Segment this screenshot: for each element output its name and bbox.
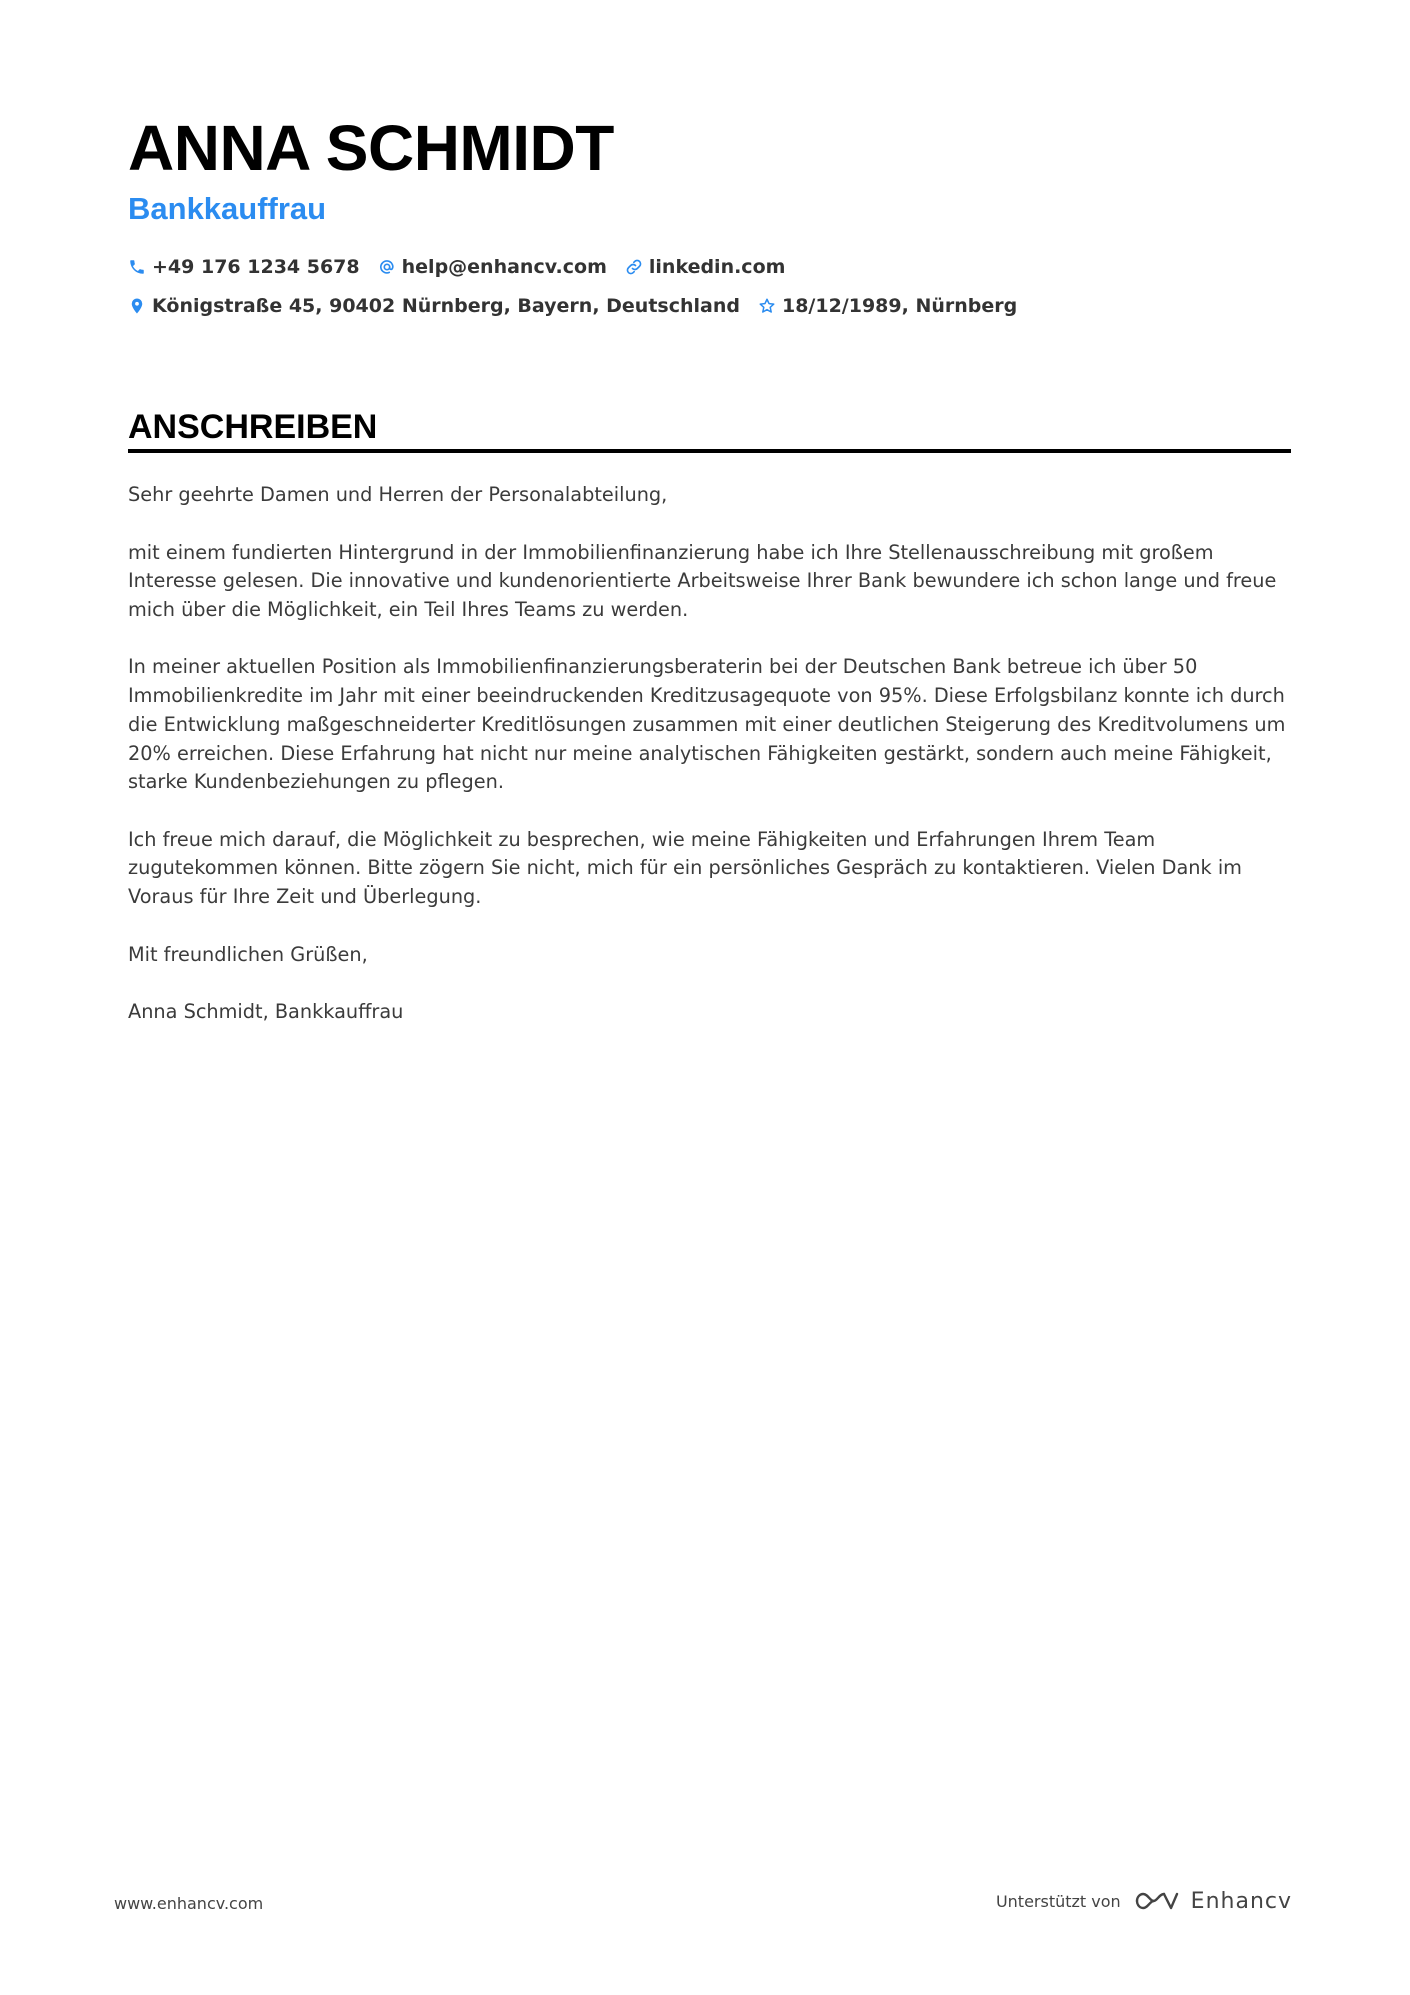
contact-linkedin[interactable] — [625, 256, 786, 278]
email-text[interactable]: help@enhancv.com — [401, 256, 607, 278]
brand-name: Enhancv — [1190, 1888, 1292, 1914]
footer-website-link[interactable]: www.enhancv.com — [114, 1894, 264, 1913]
letter-signature: Anna Schmidt, Bankkauffrau — [128, 1000, 404, 1024]
letter-paragraph: In meiner aktuellen Position als Immobilienfinanzierungsberaterin bei der Deutschen Bank betreue ich über 50 Immobilienkredite im Jahr mit einer beeindruckenden Kreditzusagequote von 95%. Diese Erfolgsbilanz konnte ich durch die Entwicklung maßgeschneiderter Kreditlösungen zusammen mit einer deutlichen Steigerung des Kreditvolumens um 20% erreichen. Diese Erfahrung hat nicht nur meine analytischen Fähigkeiten gestärkt, sondern auch meine Fähigkeit, starke Kundenbeziehungen zu pflegen. — [128, 655, 1286, 794]
phone-text: +49 176 1234 5678 — [152, 256, 360, 278]
link-icon — [625, 258, 643, 276]
job-title: Bankkauffrau — [128, 191, 327, 226]
section-divider — [128, 449, 1291, 453]
birth-text: 18/12/1989, Nürnberg — [781, 295, 1018, 317]
powered-by-label: Unterstützt von — [995, 1891, 1121, 1911]
contact-row-primary — [128, 253, 803, 281]
enhancv-logo-icon — [1133, 1888, 1179, 1914]
letter-salutation: Sehr geehrte Damen und Herren der Personalabteilung, — [128, 483, 668, 506]
letter-body — [128, 481, 1293, 1056]
letter-paragraph: mit einem fundierten Hintergrund in der Immobilienfinanzierung habe ich Ihre Stellenausschreibung mit großem Interesse gelesen. Die innovative und kundenorientierte Arbeitsweise Ihrer Bank bewundere ich schon lange und freue mich über die Möglichkeit, ein Teil Ihres Teams zu werden. — [128, 540, 1277, 621]
letter-closing: Mit freundlichen Grüßen, — [128, 942, 368, 966]
phone-icon — [128, 258, 146, 276]
contact-phone — [128, 256, 360, 278]
linkedin-text[interactable]: linkedin.com — [648, 256, 786, 278]
address-text: Königstraße 45, 90402 Nürnberg, Bayern, Deutschland — [152, 295, 740, 317]
star-icon — [758, 297, 776, 315]
footer-branding[interactable] — [996, 1886, 1292, 1916]
section-title: ANSCHREIBEN — [128, 408, 378, 446]
letter-paragraph: Ich freue mich darauf, die Möglichkeit zu besprechen, wie meine Fähigkeiten und Erfahrungen Ihrem Team zugutekommen können. Bitte zögern Sie nicht, mich für ein persönliches Gespräch zu kontaktieren. Vielen Dank im Voraus für Ihre Zeit und Überlegung. — [128, 827, 1242, 909]
location-pin-icon — [128, 297, 146, 315]
contact-address — [128, 295, 740, 317]
contact-birth — [758, 295, 1017, 317]
contact-row-secondary — [128, 292, 1035, 320]
contact-email[interactable] — [378, 256, 607, 278]
at-icon — [378, 258, 396, 276]
candidate-name: ANNA SCHMIDT — [128, 112, 614, 184]
